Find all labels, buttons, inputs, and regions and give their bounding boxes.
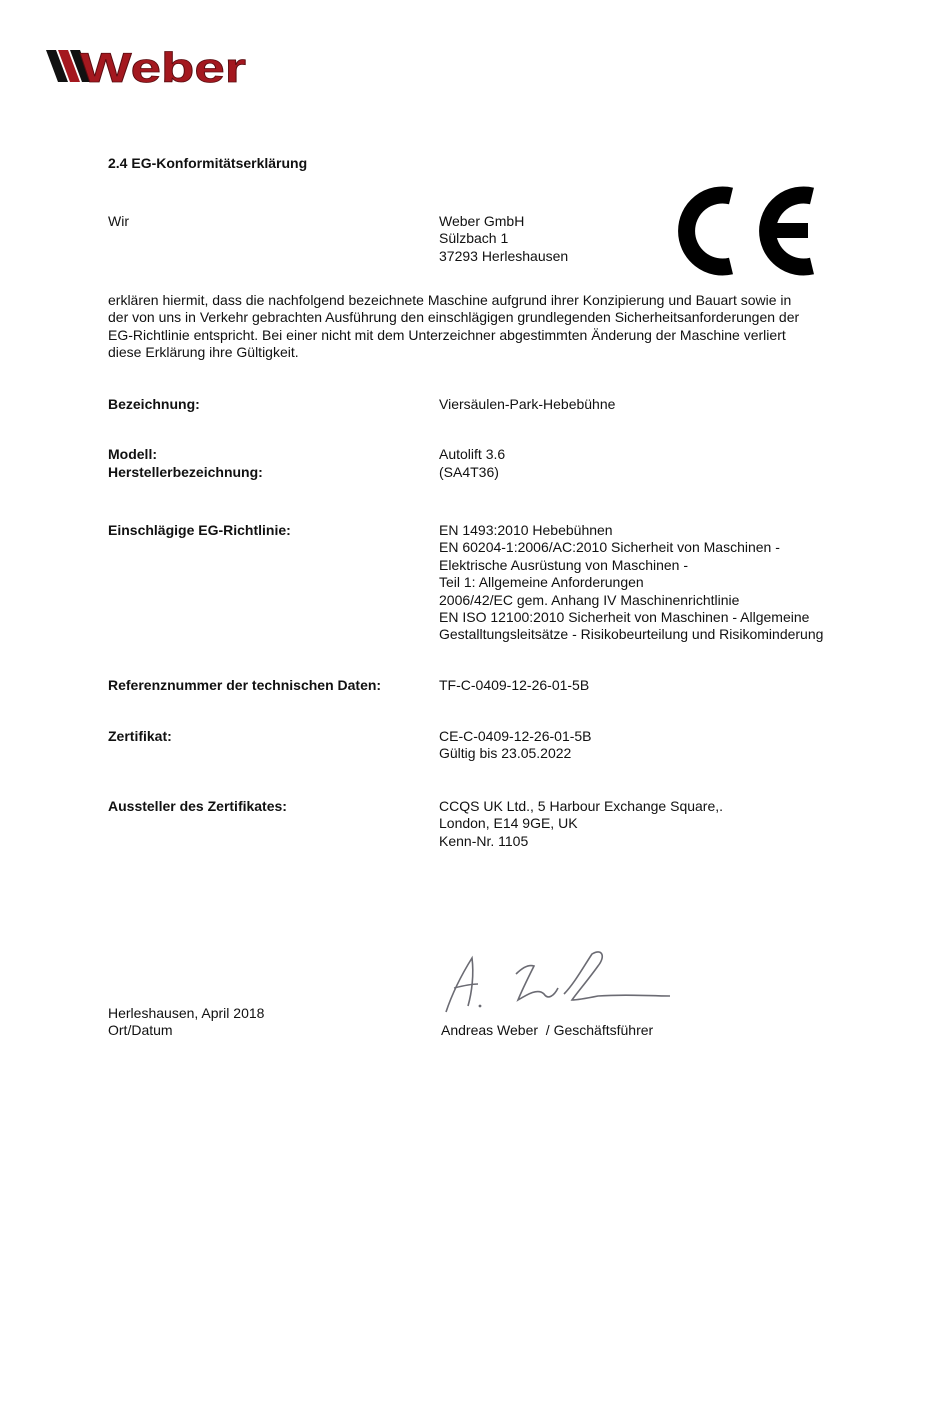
ce-mark-icon bbox=[670, 182, 816, 280]
statement-line: der von uns in Verkehr gebrachten Ausführung den einschlägigen grundlegenden Sicherheitsanforderungen der bbox=[108, 309, 800, 326]
statement-line: EG-Richtlinie entspricht. Bei einer nicht mit dem Unterzeichner abgestimmten Änderung der Maschine verliert bbox=[108, 326, 786, 343]
weber-logo bbox=[44, 44, 249, 88]
directive-line: Elektrische Ausrüstung von Maschinen - bbox=[439, 556, 689, 573]
issuer-line: London, E14 9GE, UK bbox=[439, 815, 578, 832]
directive-line: EN 60204-1:2006/AC:2010 Sicherheit von Maschinen - bbox=[439, 539, 780, 556]
directive-line: EN ISO 12100:2010 Sicherheit von Maschinen - Allgemeine bbox=[439, 609, 810, 626]
statement-line: erklären hiermit, dass die nachfolgend bezeichnete Maschine aufgrund ihrer Konzipierung und Bauart sowie in bbox=[108, 292, 792, 308]
certificate-value bbox=[439, 728, 592, 763]
place-date bbox=[108, 1005, 264, 1040]
designation-value: Viersäulen-Park-Hebebühne bbox=[439, 396, 616, 412]
directive-label: Einschlägige EG-Richtlinie: bbox=[108, 522, 291, 538]
issuer-line: Kenn-Nr. 1105 bbox=[439, 832, 529, 849]
handwritten-signature bbox=[438, 944, 673, 1016]
declaration-statement bbox=[108, 292, 868, 362]
address-line: Sülzbach 1 bbox=[439, 230, 509, 247]
directive-list bbox=[439, 522, 823, 644]
issuer-line: CCQS UK Ltd., 5 Harbour Exchange Square,. bbox=[439, 798, 724, 814]
logo-text: Weber bbox=[80, 44, 246, 88]
address-line: 37293 Herleshausen bbox=[439, 247, 569, 264]
place-date-value: Herleshausen, April 2018 bbox=[108, 1005, 265, 1021]
manufacturer-designation-value: (SA4T36) bbox=[439, 464, 499, 480]
certificate-label: Zertifikat: bbox=[108, 728, 172, 744]
designation-label: Bezeichnung: bbox=[108, 396, 200, 412]
model-value: Autolift 3.6 bbox=[439, 446, 506, 462]
issuer-value bbox=[439, 798, 723, 850]
manufacturer-designation-label: Herstellerbezeichnung: bbox=[108, 464, 263, 480]
place-date-caption: Ort/Datum bbox=[108, 1022, 173, 1039]
certificate-line: CE-C-0409-12-26-01-5B bbox=[439, 728, 592, 744]
reference-value: TF-C-0409-12-26-01-5B bbox=[439, 677, 590, 693]
address-line: Weber GmbH bbox=[439, 213, 525, 229]
issuer-label: Aussteller des Zertifikates: bbox=[108, 798, 287, 814]
document-heading: 2.4 EG-Konformitätserklärung bbox=[108, 155, 308, 171]
declarant-label: Wir bbox=[108, 213, 129, 229]
certificate-line: Gültig bis 23.05.2022 bbox=[439, 745, 572, 762]
directive-line: Teil 1: Allgemeine Anforderungen bbox=[439, 574, 644, 591]
signatory: Andreas Weber / Geschäftsführer bbox=[441, 1022, 654, 1038]
directive-line: Gestalltungsleitsätze - Risikobeurteilung und Risikominderung bbox=[439, 626, 824, 643]
declarant-address bbox=[439, 213, 568, 265]
directive-line: EN 1493:2010 Hebebühnen bbox=[439, 522, 613, 538]
model-label: Modell: bbox=[108, 446, 157, 462]
reference-label: Referenznummer der technischen Daten: bbox=[108, 677, 382, 693]
statement-line: diese Erklärung ihre Gültigkeit. bbox=[108, 344, 299, 361]
directive-line: 2006/42/EC gem. Anhang IV Maschinenrichtlinie bbox=[439, 591, 740, 608]
